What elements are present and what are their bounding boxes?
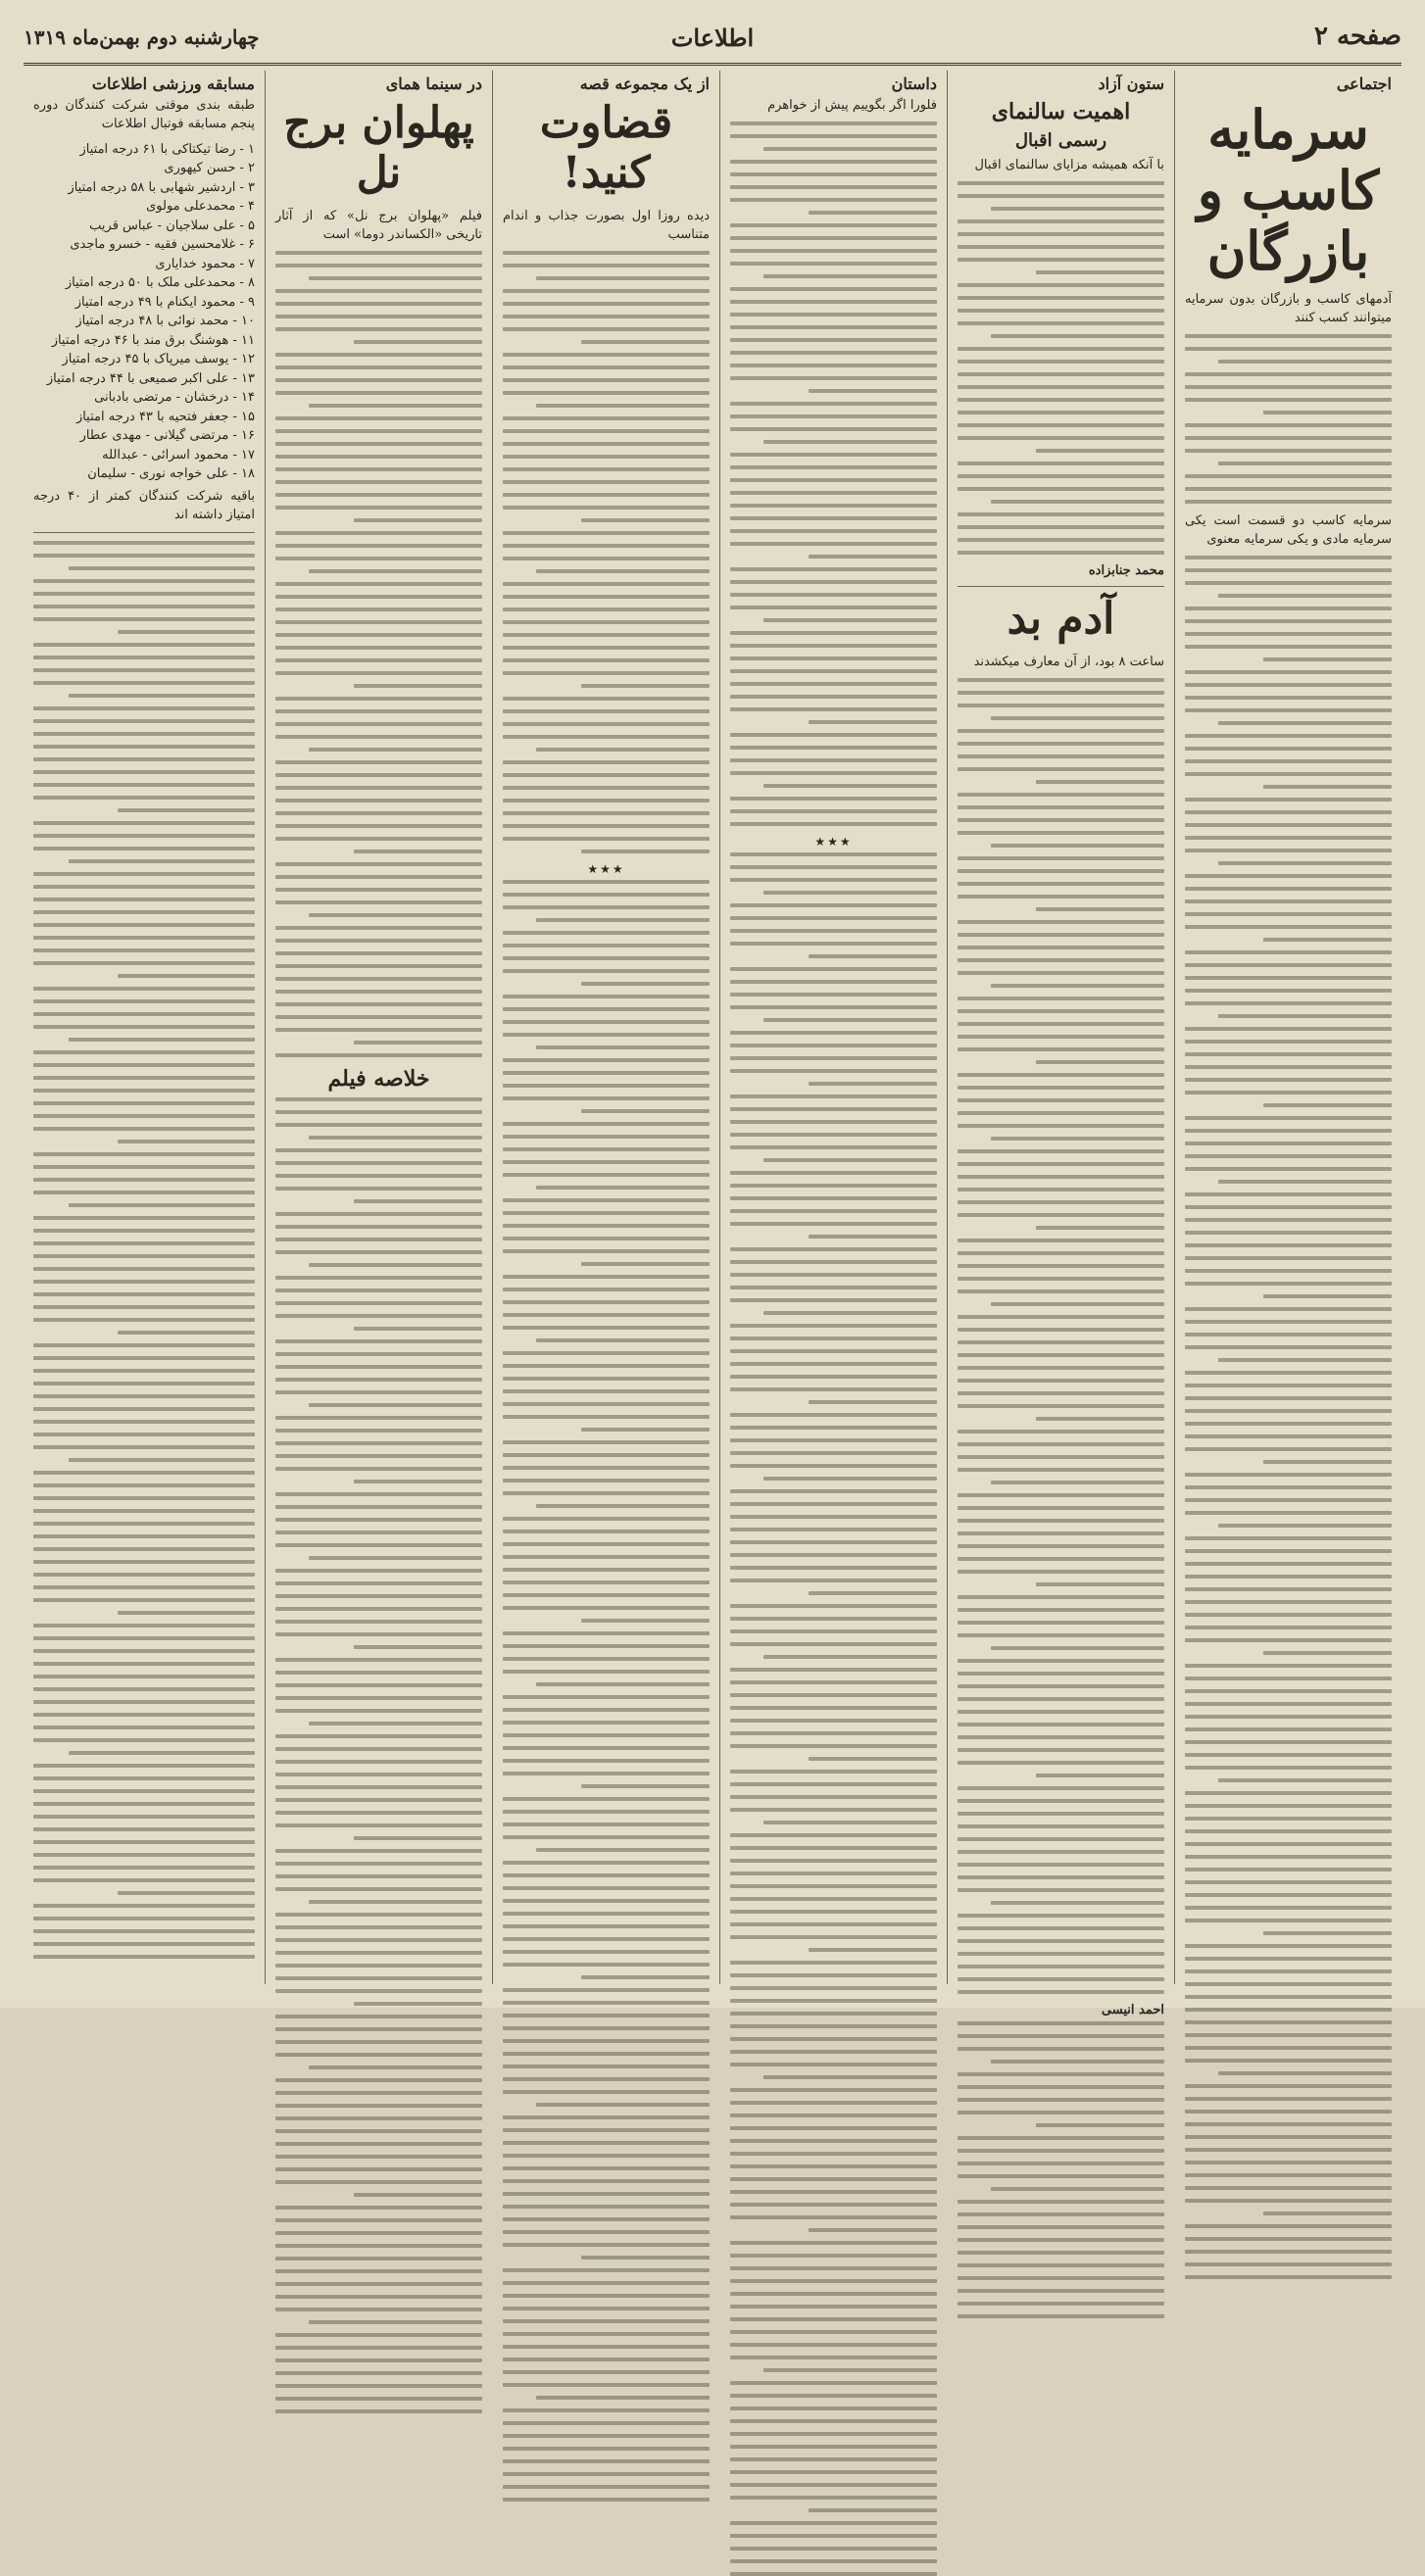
article-paragraph: سرمایه کاسب دو قسمت است یکی سرمایه مادی و یکی سرمایه معنوی xyxy=(1185,512,1392,547)
section-label: از یک مجموعه قصه xyxy=(579,74,710,93)
section-label: اجتماعی xyxy=(1336,74,1392,93)
section-divider: ★★★ xyxy=(587,861,625,876)
film-summary-body xyxy=(275,1097,482,2413)
list-item: ۱۰ - محمد نوائی با ۴۸ درجه امتیاز xyxy=(75,314,255,329)
list-item: ۱۴ - درخشان - مرتضی بادبانی xyxy=(94,390,255,406)
list-item: ۶ - غلامحسین فقیه - خسرو ماجدی xyxy=(70,237,255,253)
column-story xyxy=(719,71,947,1984)
standings-list xyxy=(33,140,255,484)
story-body-continued xyxy=(958,2021,1164,2318)
divider xyxy=(33,532,255,533)
contest-intro: طبقه بندی موقتی شرکت کنندگان دوره پنجم مسابقه فوتبال اطلاعات xyxy=(33,98,255,131)
column-cinema xyxy=(265,71,492,1984)
article-signature: محمد جنابزاده xyxy=(1088,562,1164,578)
list-item: ۹ - محمود ایکنام با ۴۹ درجه امتیاز xyxy=(74,294,255,310)
film-summary-heading: خلاصه فیلم xyxy=(327,1065,430,1092)
story-body-continued xyxy=(503,880,710,2502)
paper-name: اطلاعات xyxy=(670,24,755,52)
article-body-continued xyxy=(1185,556,1392,2279)
section-label: داستان xyxy=(891,74,937,93)
masthead xyxy=(24,18,1401,66)
divider xyxy=(958,586,1164,587)
list-item: ۱ - رضا تیکتاکی با ۶۱ درجه امتیاز xyxy=(79,141,255,157)
list-item: ۴ - محمدعلی مولوی xyxy=(146,199,255,215)
issue-date: چهارشنبه دوم بهمن‌ماه ۱۳۱۹ xyxy=(24,25,260,49)
section-label: مسابقه ورزشی اطلاعات xyxy=(91,74,255,93)
story-body xyxy=(958,678,1164,1994)
section-divider: ★★★ xyxy=(814,834,853,849)
list-item: ۱۳ - علی اکبر صمیعی با ۴۴ درجه امتیاز xyxy=(46,370,255,386)
section-label: ستون آزاد xyxy=(1098,74,1164,93)
list-item: ۲ - حسن کیهوری xyxy=(164,161,255,176)
column-social xyxy=(1174,71,1401,1984)
story-headline: آدم بد xyxy=(1007,593,1115,644)
article-lead: با آنکه همیشه مزایای سالنمای اقبال xyxy=(974,158,1164,172)
article-author: رسمی اقبال xyxy=(1014,130,1107,151)
list-item: ۷ - محمود خدایاری xyxy=(155,256,255,271)
article-lead: آدمهای کاسب و بازرگان بدون سرمایه میتوانند کسب کنند xyxy=(1185,292,1392,326)
story-lead: فلورا اگر بگوییم پیش از خواهرم xyxy=(767,98,937,113)
list-item: ۵ - علی سلاجیان - عباس قریب xyxy=(89,218,255,233)
article-headline: سرمایه کاسب و بازرگان xyxy=(1197,98,1380,283)
columns xyxy=(24,71,1401,2018)
list-item: ۱۲ - یوسف میرپاک با ۴۵ درجه امتیاز xyxy=(62,352,255,367)
story-headline: قضاوت کنید! xyxy=(539,98,673,198)
page-number: صفحه ۲ xyxy=(1314,22,1401,51)
article-lead: فیلم «پهلوان برج نل» که از آثار تاریخی «الکساندر دوما» است xyxy=(275,209,482,243)
column-judge xyxy=(492,71,719,1984)
story-signature: احمد انیسی xyxy=(1101,2003,1164,2018)
list-item: ۱۵ - جعفر فتحیه با ۴۳ درجه امتیاز xyxy=(75,409,255,424)
list-item: ۱۶ - مرتضی گیلانی - مهدی عطار xyxy=(79,428,255,444)
article-body xyxy=(33,541,255,1959)
article-body xyxy=(1185,334,1392,504)
article-headline: اهمیت سالنمای xyxy=(991,99,1131,124)
story-lead: دیده روزا اول بصورت جذاب و اندام متناسب xyxy=(503,209,710,243)
story-body-continued xyxy=(730,852,937,2576)
column-sports xyxy=(24,71,265,1984)
column-free xyxy=(947,71,1174,2018)
contest-footer: باقیه شرکت کنندگان کمتر از ۴۰ درجه امتیاز داشته اند xyxy=(33,488,255,522)
article-body xyxy=(958,181,1164,555)
list-item: ۱۷ - محمود اسرائی - عبدالله xyxy=(102,447,255,462)
story-body xyxy=(730,122,937,826)
story-body xyxy=(503,251,710,853)
section-label: در سینما همای xyxy=(385,74,482,93)
article-body xyxy=(275,251,482,1057)
article-headline: پهلوان برج نل xyxy=(283,98,474,198)
list-item: ۱۱ - هوشنگ برق مند با ۴۶ درجه امتیاز xyxy=(51,332,255,348)
list-item: ۳ - اردشیر شهابی با ۵۸ درجه امتیاز xyxy=(68,179,255,195)
list-item: ۱۸ - علی خواجه نوری - سلیمان xyxy=(87,466,255,482)
list-item: ۸ - محمدعلی ملک با ۵۰ درجه امتیاز xyxy=(65,275,255,291)
story-lead: ساعت ۸ بود، از آن معارف میکشدند xyxy=(973,655,1164,670)
